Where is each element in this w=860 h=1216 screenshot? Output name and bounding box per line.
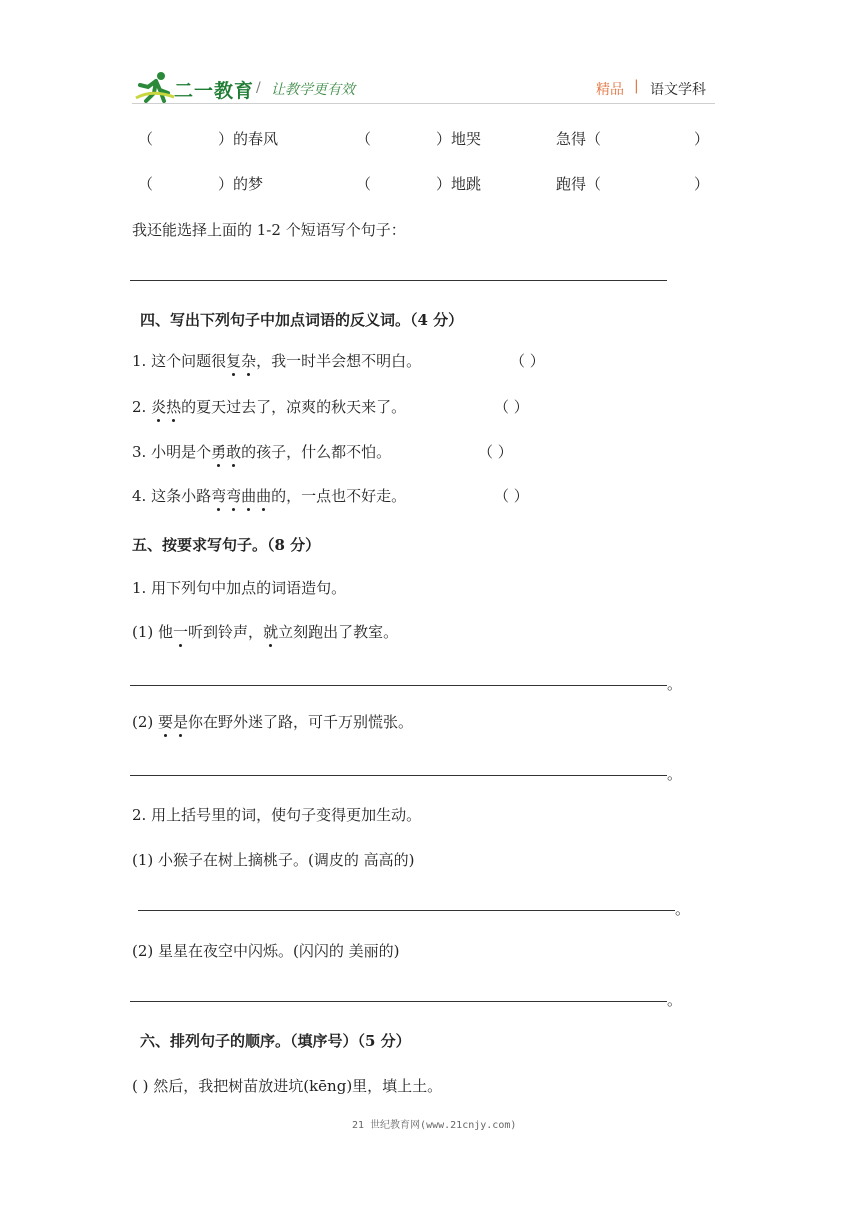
dotted-char: 要 [158,713,174,731]
runner-logo-icon [134,71,176,103]
section5-q1-2 [132,711,413,732]
dotted-char: 勇 [211,443,227,461]
fill-paren-close: ） [694,175,710,193]
fill-phrase: ）地哭 [436,130,482,148]
item-text: 1. 这个问题很 [132,352,227,370]
dotted-word [158,713,188,731]
line-period: 。 [667,765,683,783]
fill-phrase: 跑得（ [556,175,602,193]
item-text: ，我一时半会想不明白。 [256,352,422,370]
line-period: 。 [675,900,691,918]
answer-line [130,685,667,686]
item-text: 4. 这条小路 [132,487,212,505]
dotted-char: 是 [173,713,189,731]
header-subject: 语文学科 [650,82,706,98]
dotted-word [226,352,256,370]
header-rule [132,103,715,104]
fill-phrase: ）地跳 [436,175,482,193]
answer-blank: （ ） [494,398,529,416]
item-text: 立刻跑出了教室。 [278,623,399,641]
section4-item-3 [132,441,391,462]
section5-q1: 1. 用下列句中加点的词语造句。 [132,579,347,597]
logo-text: 二一教育 [174,80,255,102]
dotted-word [211,487,271,505]
fill-paren-open: （ [138,175,154,193]
item-text: 的夏天过去了，凉爽的秋天来了。 [181,398,407,416]
answer-line [130,1001,667,1002]
section5-q2: 2. 用上括号里的词，使句子变得更加生动。 [132,806,422,824]
header-slogan: 让教学更有效 [271,82,355,98]
footer-text: 21 世纪教育网(www.21cnjy.com) [352,1120,517,1131]
item-text: 你在野外迷了路，可千万别慌张。 [188,713,414,731]
section4-title: 四、写出下列句子中加点词语的反义词。（4 分） [140,311,464,329]
header-divider: | [634,78,639,94]
section5-q2-2: (2) 星星在夜空中闪烁。(闪闪的 美丽的) [132,942,400,960]
answer-blank: （ ） [478,443,513,461]
item-text: 2. [132,398,152,416]
item-text: 3. 小明是个 [132,443,212,461]
section4-item-1 [132,350,421,371]
dotted-char: 弯 [226,487,242,505]
section4-item-4 [132,485,406,506]
item-text: (1) 他 [132,623,174,641]
dotted-word [151,398,181,416]
line-period: 。 [667,675,683,693]
dotted-char: 曲 [241,487,257,505]
answer-blank: （ ） [510,352,545,370]
section6-item-1: ( ) 然后，我把树苗放进坑(kēng)里，填上土。 [132,1077,443,1095]
line-period: 。 [667,991,683,1009]
item-text: 的，一点也不好走。 [271,487,407,505]
dotted-word: 一 [173,623,189,641]
dotted-word [211,443,241,461]
fill-paren-open: （ [356,130,372,148]
dotted-word: 就 [263,623,279,641]
section6-title: 六、排列句子的顺序。（填序号）（5 分） [140,1032,411,1050]
answer-blank: （ ） [494,487,529,505]
dotted-char: 热 [166,398,182,416]
fill-phrase: ）的春风 [218,130,279,148]
item-text: 听到铃声， [188,623,264,641]
section5-q1-1 [132,621,398,642]
fill-paren-open: （ [356,175,372,193]
dotted-char: 炎 [151,398,167,416]
answer-line [138,910,675,911]
write-prompt: 我还能选择上面的 1-2 个短语写个句子： [132,221,406,239]
answer-line [130,775,667,776]
dotted-char: 复 [226,352,242,370]
fill-paren-open: （ [138,130,154,148]
dotted-char: 曲 [256,487,272,505]
fill-phrase: 急得（ [556,130,602,148]
item-text: 的孩子，什么都不怕。 [241,443,392,461]
section5-q2-1: (1) 小猴子在树上摘桃子。(调皮的 高高的) [132,851,415,869]
fill-paren-close: ） [694,130,710,148]
fill-phrase: ）的梦 [218,175,264,193]
answer-line [130,280,667,281]
item-text: (2) [132,713,159,731]
header-slash: / [256,80,261,96]
dotted-char: 敢 [226,443,242,461]
dotted-char: 杂 [241,352,257,370]
header-quality: 精品 [596,82,624,98]
dotted-char: 弯 [211,487,227,505]
section4-item-2 [132,396,406,417]
section5-title: 五、按要求写句子。（8 分） [132,536,321,554]
